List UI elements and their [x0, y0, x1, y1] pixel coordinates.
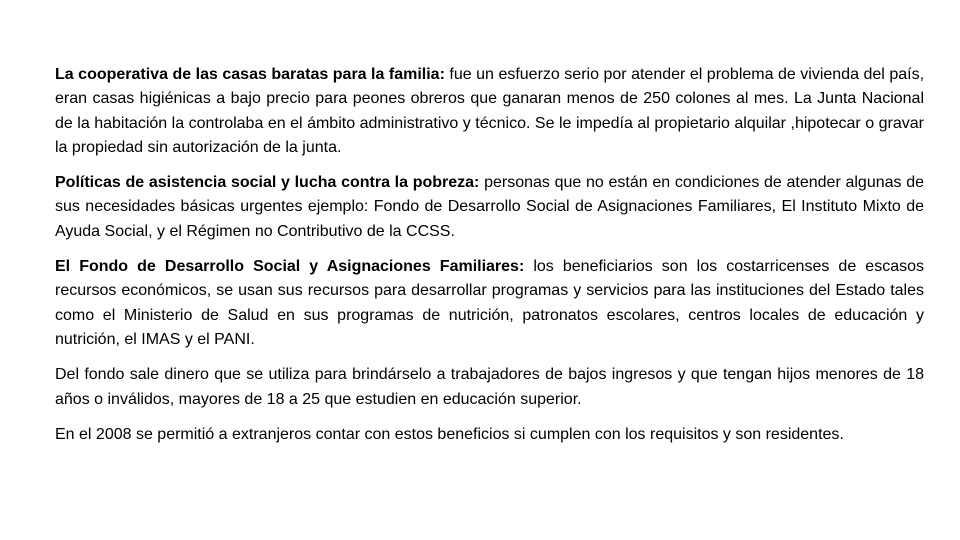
term-politicas: Políticas de asistencia social y lucha contra la pobreza: — [55, 174, 480, 192]
paragraph-extranjeros — [55, 423, 924, 447]
paragraph-dinero — [55, 363, 924, 412]
slide-body — [55, 63, 924, 458]
text-dinero: Del fondo sale dinero que se utiliza para brindárselo a trabajadores de bajos ingresos y que tengan hijos menores de 18 años o inválidos, mayores de 18 a 25 que estudien en educación superior. — [55, 366, 924, 408]
text-extranjeros: En el 2008 se permitió a extranjeros contar con estos beneficios si cumplen con los requisitos y son residentes. — [55, 425, 844, 443]
paragraph-fondo — [55, 255, 924, 352]
paragraph-politicas — [55, 171, 924, 244]
text-fondo: los beneficiarios son los costarricenses de escasos recursos económicos, se usan sus recursos para desarrollar programas y servicios para las instituciones del Estado tales como el Ministerio de Salud en sus programas de nutrición, patronatos escolares, centros locales de educación y nutrición, el IMAS y el PANI. — [55, 258, 924, 348]
term-fondo: El Fondo de Desarrollo Social y Asignaciones Familiares: — [55, 258, 525, 276]
term-cooperativa: La cooperativa de las casas baratas para la familia: — [55, 66, 445, 83]
paragraph-cooperativa — [55, 63, 924, 160]
text-cooperativa: fue un esfuerzo serio por atender el problema de vivienda del país, eran casas higiénicas a bajo precio para peones obreros que ganaran menos de 250 colones al mes. La Junta Nacional de la habitación la controlaba en el ámbito administrativo y técnico. Se le impedía al propietario alquilar ,hipotecar o gravar la propiedad sin autorización de la junta. — [55, 66, 925, 156]
text-politicas: personas que no están en condiciones de atender algunas de sus necesidades básicas urgentes ejemplo: Fondo de Desarrollo Social de Asignaciones Familiares, El Instituto Mixto de Ayuda Social, y el Régimen no Contributivo de la CCSS. — [55, 174, 924, 240]
